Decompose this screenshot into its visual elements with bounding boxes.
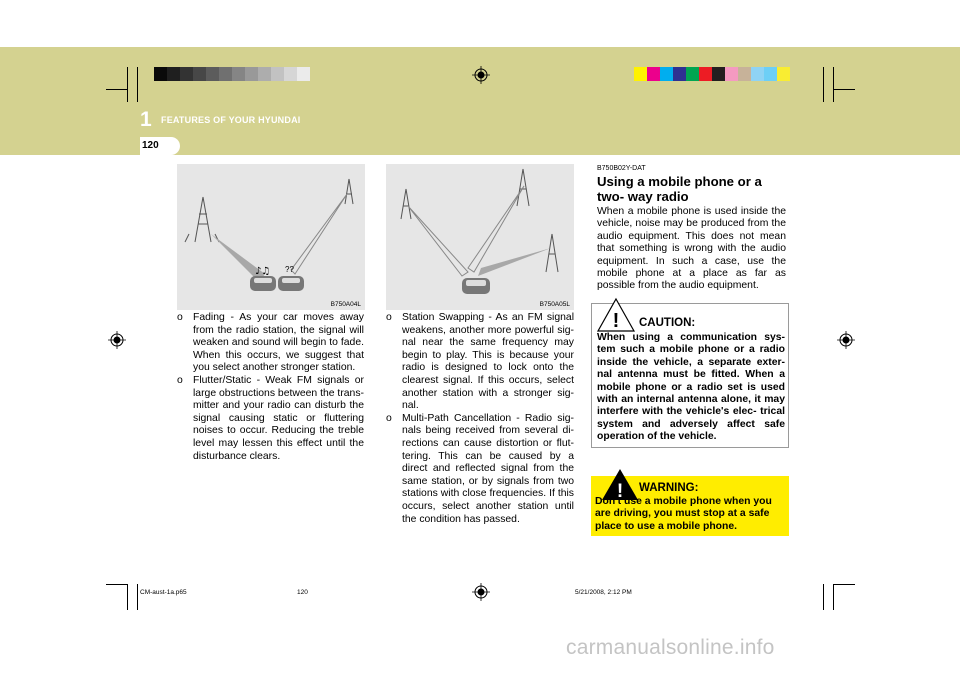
crop-mark [127, 584, 128, 610]
color-swatch [206, 67, 219, 81]
footer-page: 120 [297, 589, 308, 596]
crop-mark [127, 67, 128, 102]
crop-mark [833, 67, 834, 102]
chapter-number: 1 [140, 108, 152, 131]
figure-code: B750A05L [539, 301, 570, 308]
color-swatch [686, 67, 699, 81]
registration-mark-icon [837, 331, 855, 349]
caution-text: When using a communication sys- tem such a mobile phone or a radio inside the vehicle, a separate exter- nal antenna must be fitted. When a mobile phone or a radio set is used with an internal antenna alone, it may interfere with the vehicle's elec- trical system and adversely affect safe operation of the vehicle. [597, 332, 785, 443]
section-heading: Using a mobile phone or a two- way radio [597, 174, 762, 204]
crop-mark [823, 584, 824, 610]
page-number: 120 [140, 137, 180, 155]
crop-mark [106, 584, 128, 585]
color-swatch [751, 67, 764, 81]
crop-mark [137, 67, 138, 102]
warning-text: Don't use a mobile phone when you are driving, you must stop at a safe place to use a mobile phone. [595, 496, 772, 532]
svg-text:!: ! [616, 481, 624, 502]
signal-beam [478, 248, 551, 276]
color-swatch [193, 67, 206, 81]
caution-title: CAUTION: [639, 317, 696, 329]
color-swatch [284, 67, 297, 81]
list-item: o Fading - As your car moves away from the radio station, the signal will weaken and sound will begin to fade. When this occurs, we suggest that you select another stronger station. [177, 312, 364, 374]
color-swatch [219, 67, 232, 81]
car-icon [250, 276, 304, 291]
caution-triangle-icon [596, 297, 636, 333]
registration-mark-icon [472, 66, 490, 84]
signal-beam [291, 194, 347, 274]
color-swatch [725, 67, 738, 81]
color-swatch [245, 67, 258, 81]
list-item: o Station Swapping - As an FM signal weakens, another more powerful sig- nal near the same frequency may begin to play. This is because your radio is designed to lock onto the clearest signal. If this occurs, select another station with a stronger sig- nal. [386, 312, 574, 412]
crop-mark [833, 584, 834, 610]
color-swatch [647, 67, 660, 81]
crop-mark [823, 67, 824, 102]
list-item: o Multi-Path Cancellation - Radio sig- nals being received from several di- rections can cause distortion or flut- tering. This can be caused by a direct and reflected signal from the same station, or by signals from two stations with close frequencies. If this occurs, select another station until the condition has passed. [386, 412, 574, 525]
color-calibration-bar [634, 67, 790, 81]
color-swatch [712, 67, 725, 81]
color-swatch [699, 67, 712, 81]
color-swatch [297, 67, 310, 81]
figure-fading [177, 164, 365, 310]
signal-beam [408, 206, 468, 276]
color-swatch [258, 67, 271, 81]
color-swatch [634, 67, 647, 81]
figure-code: B750A04L [330, 301, 361, 308]
list-item: o Flutter/Static - Weak FM signals or large obstructions between the trans- mitter and your radio can disturb the signal causing static or fluttering noises to occur. Reducing the treble level may lessen this effect until the disturbance clears. [177, 374, 364, 462]
chapter-title: FEATURES OF YOUR HYUNDAI [161, 115, 301, 125]
color-swatch [738, 67, 751, 81]
footer-timestamp: 5/21/2008, 2:12 PM [575, 589, 632, 596]
registration-mark-icon [108, 331, 126, 349]
warning-title: WARNING: [639, 482, 699, 494]
radio-tower-icon [185, 197, 219, 242]
radio-tower-icon [345, 179, 353, 204]
color-swatch [660, 67, 673, 81]
footer-file: CM-aust-1a.p65 [140, 589, 187, 596]
caution-box [591, 303, 789, 448]
color-swatch [764, 67, 777, 81]
car-icon [462, 278, 490, 294]
music-notes: ♪♫ [255, 266, 271, 277]
color-swatch [167, 67, 180, 81]
color-swatch [673, 67, 686, 81]
radio-tower-icon [546, 234, 558, 272]
crop-mark [137, 584, 138, 610]
left-bullet-list [177, 312, 364, 463]
gray-calibration-bar [154, 67, 310, 81]
warning-box [591, 476, 789, 536]
color-swatch [180, 67, 193, 81]
section-code: B750B02Y-DAT [597, 165, 646, 172]
color-swatch [154, 67, 167, 81]
crop-mark [106, 89, 128, 90]
question-marks: ?? [285, 265, 294, 274]
figure-station-swapping [386, 164, 574, 310]
section-body: When a mobile phone is used inside the vehicle, noise may be produced from the audio equipment. This does not mean that something is wrong with the audio equipment. In such a case, use the mobile phone at a place as far as possible from the audio equipment. [597, 206, 786, 292]
color-swatch [271, 67, 284, 81]
registration-mark-icon [472, 583, 490, 601]
radio-tower-icon [401, 189, 411, 219]
crop-mark [833, 584, 855, 585]
color-swatch [777, 67, 790, 81]
middle-bullet-list [386, 312, 574, 526]
crop-mark [833, 89, 855, 90]
watermark: carmanualsonline.info [566, 636, 775, 659]
color-swatch [232, 67, 245, 81]
svg-text:!: ! [612, 310, 620, 332]
